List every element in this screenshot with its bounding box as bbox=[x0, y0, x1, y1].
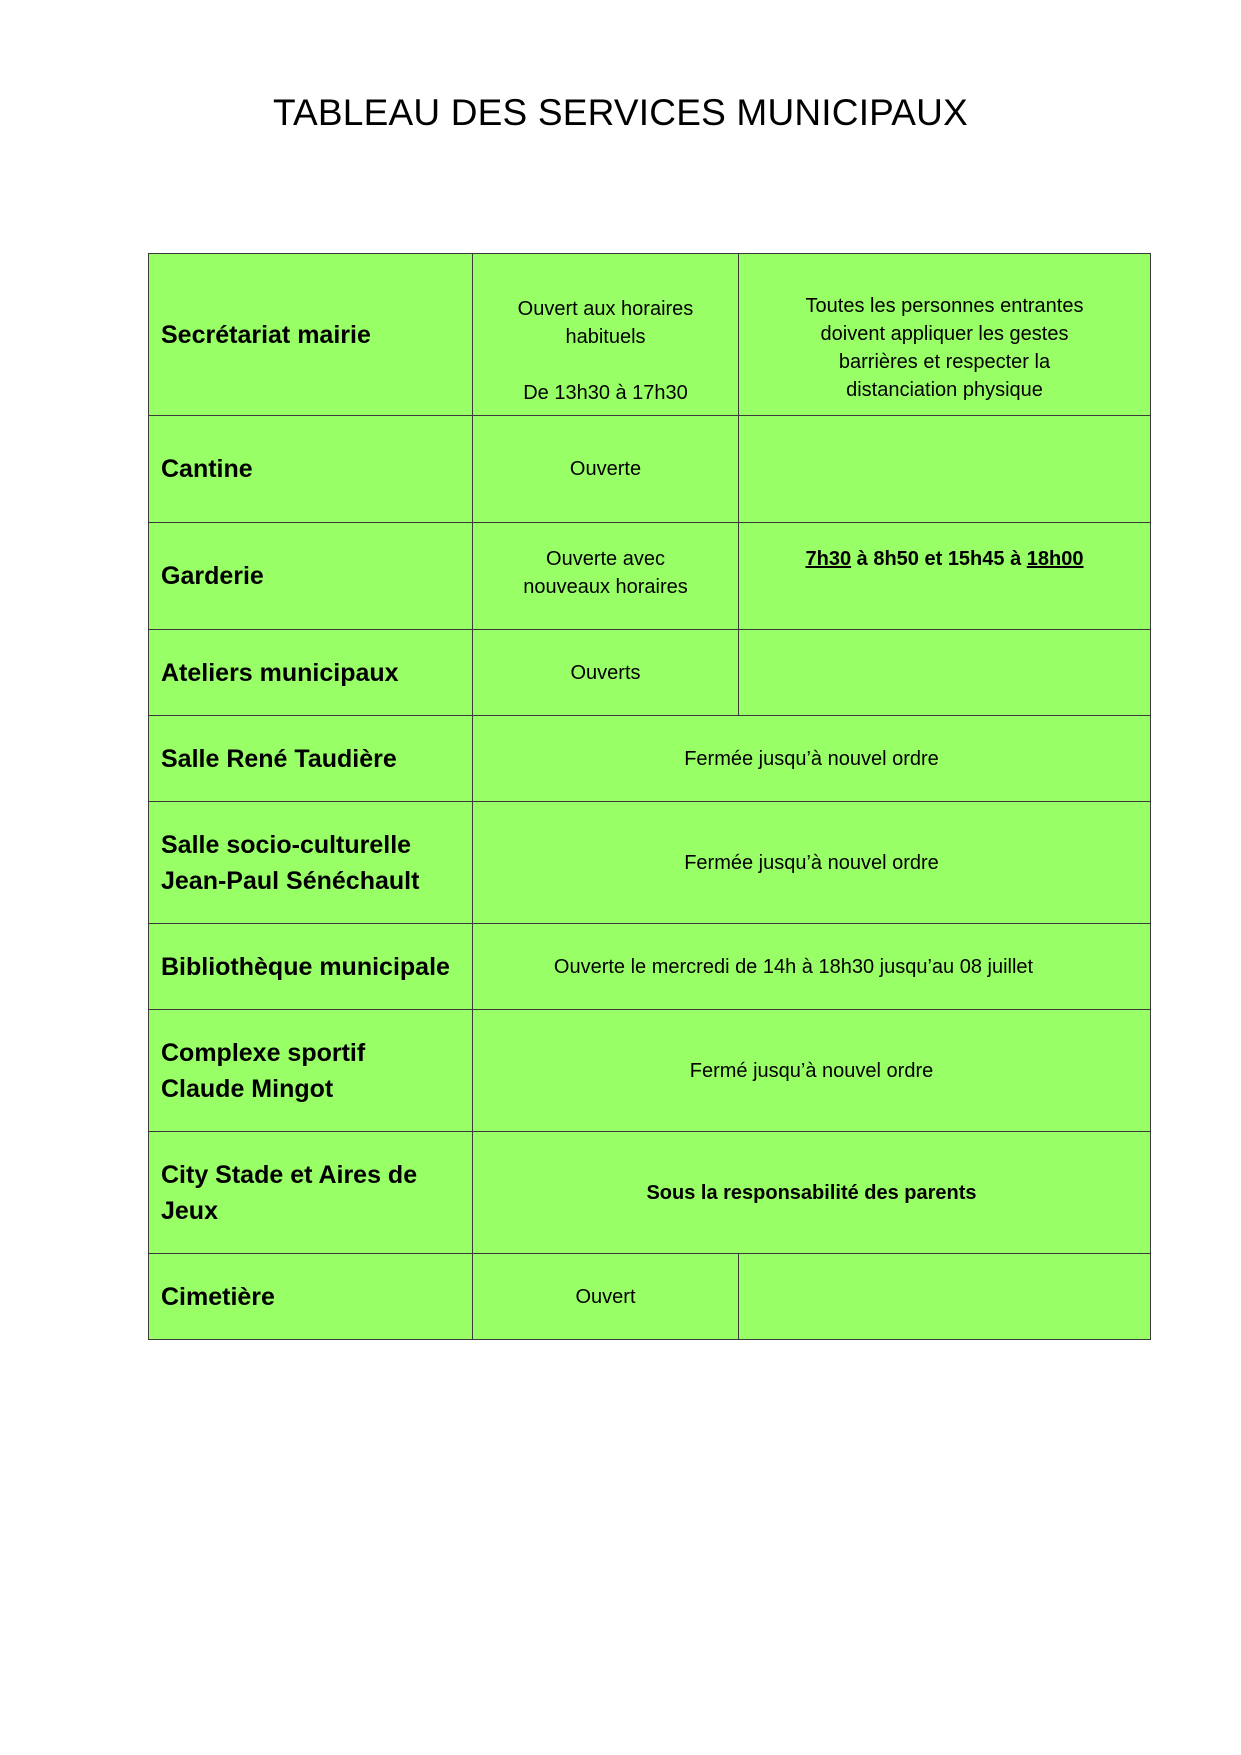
table-row bbox=[149, 716, 1151, 802]
service-name: Secrétariat mairie bbox=[149, 254, 473, 416]
note-line: Toutes les personnes entrantes bbox=[805, 294, 1084, 317]
service-status bbox=[473, 523, 739, 630]
page-title: TABLEAU DES SERVICES MUNICIPAUX bbox=[273, 92, 968, 133]
hours-start: 7h30 bbox=[805, 548, 852, 570]
service-note bbox=[739, 630, 1151, 716]
service-status: Ouverts bbox=[473, 630, 739, 716]
table-row bbox=[149, 523, 1151, 630]
service-note bbox=[739, 523, 1151, 630]
table-row bbox=[149, 630, 1151, 716]
service-info: Fermée jusqu’à nouvel ordre bbox=[473, 802, 1151, 924]
table-row bbox=[149, 1132, 1151, 1254]
service-note bbox=[739, 416, 1151, 523]
service-info: Fermé jusqu’à nouvel ordre bbox=[473, 1010, 1151, 1132]
service-name: Ateliers municipaux bbox=[149, 630, 473, 716]
table-row bbox=[149, 802, 1151, 924]
status-line: habituels bbox=[565, 325, 646, 348]
service-name-line: Jeux bbox=[161, 1196, 218, 1225]
table-row bbox=[149, 1010, 1151, 1132]
service-status bbox=[473, 254, 739, 416]
service-name bbox=[149, 802, 473, 924]
service-name: Cantine bbox=[149, 416, 473, 523]
service-name-line: Jean-Paul Sénéchault bbox=[161, 866, 420, 895]
service-name: Garderie bbox=[149, 523, 473, 630]
service-note bbox=[739, 1254, 1151, 1340]
note-line: doivent appliquer les gestes bbox=[820, 322, 1069, 345]
service-info: Fermée jusqu’à nouvel ordre bbox=[473, 716, 1151, 802]
services-table bbox=[148, 253, 1151, 1340]
note-line: distanciation physique bbox=[846, 378, 1043, 401]
service-name bbox=[149, 1132, 473, 1254]
note-line: barrières et respecter la bbox=[838, 350, 1051, 373]
status-line: Ouverte avec bbox=[546, 548, 665, 570]
service-name-line: Claude Mingot bbox=[161, 1074, 334, 1103]
service-status: Ouverte bbox=[473, 416, 739, 523]
service-info: Sous la responsabilité des parents bbox=[473, 1132, 1151, 1254]
table-row bbox=[149, 924, 1151, 1010]
service-name-line: City Stade et Aires de bbox=[161, 1160, 418, 1189]
service-name: Bibliothèque municipale bbox=[149, 924, 473, 1010]
service-status: Ouvert bbox=[473, 1254, 739, 1340]
service-name: Salle René Taudière bbox=[149, 716, 473, 802]
service-name-line: Salle socio-culturelle bbox=[161, 830, 412, 859]
hours-end: 18h00 bbox=[1026, 548, 1084, 570]
hours-middle: à 8h50 et 15h45 à bbox=[851, 548, 1027, 570]
status-line: nouveaux horaires bbox=[523, 576, 688, 598]
service-info: Ouverte le mercredi de 14h à 18h30 jusqu’au 08 juillet bbox=[473, 924, 1151, 1010]
service-name-line: Complexe sportif bbox=[161, 1038, 366, 1067]
service-name: Cimetière bbox=[149, 1254, 473, 1340]
table-row bbox=[149, 254, 1151, 416]
table-row bbox=[149, 416, 1151, 523]
service-name bbox=[149, 1010, 473, 1132]
status-hours: De 13h30 à 17h30 bbox=[523, 381, 688, 404]
table-row bbox=[149, 1254, 1151, 1340]
service-note bbox=[739, 254, 1151, 416]
status-line: Ouvert aux horaires bbox=[517, 297, 694, 320]
